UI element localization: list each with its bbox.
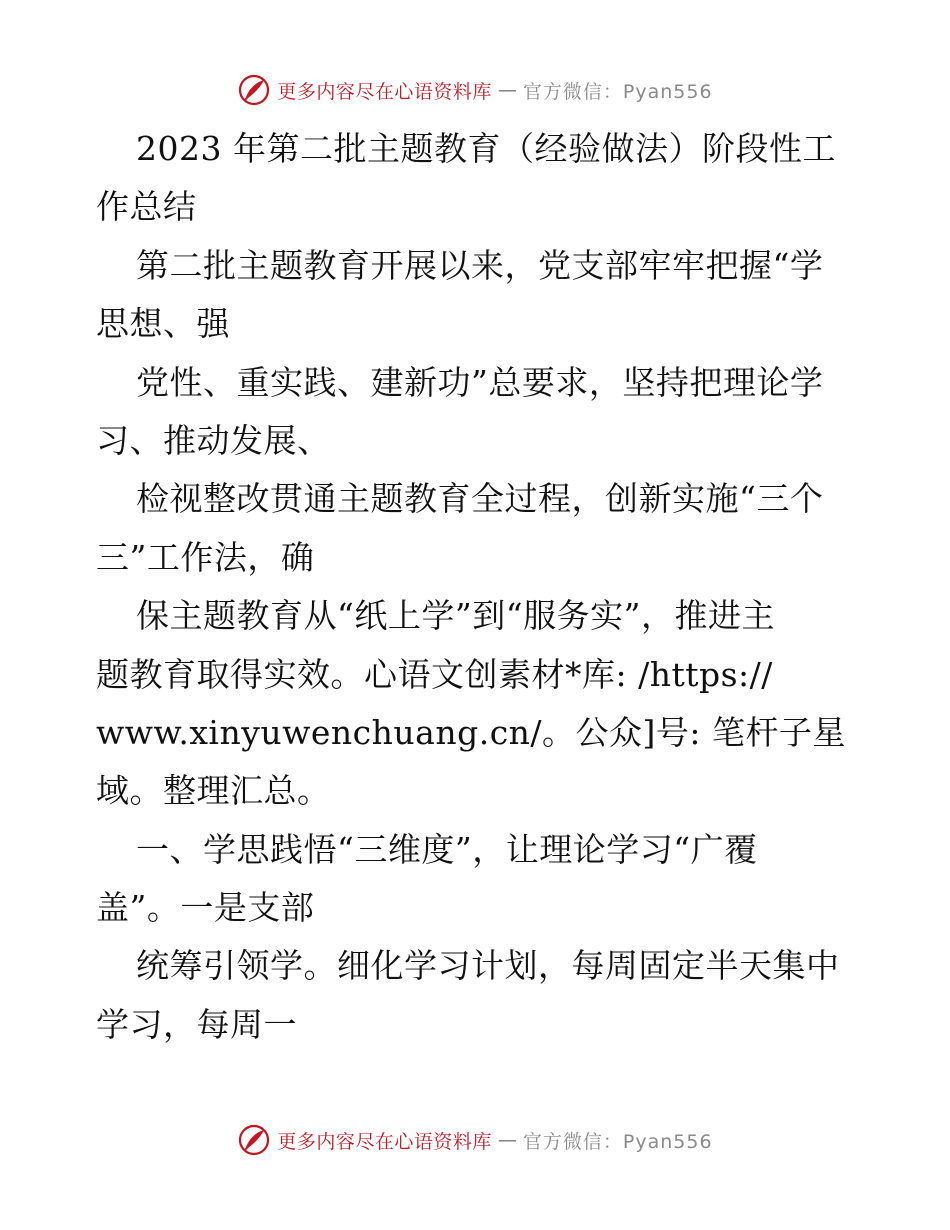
title-line: 作总结 [96,187,197,227]
text-line: 统筹引领学。细化学习计划，每周固定半天集中 [136,946,840,986]
banner-wechat-text: 官方微信：Pyan556 [522,80,713,103]
section-heading-line: 一、学思践悟“三维度”，让理论学习“广覆 [136,829,758,869]
header-banner [0,70,950,110]
text-line: 第二批主题教育开展以来，党支部牢牢把握“学 [136,245,824,285]
text-line: 三”工作法，确 [96,537,315,577]
text-line: 检视整改贯通主题教育全过程，创新实施“三个 [136,479,824,519]
text-line: 党性、重实践、建新功”总要求，坚持把理论学 [136,362,824,402]
title-line: 2023 年第二批主题教育（经验做法）阶段性工 [136,129,836,168]
banner-wechat-text: 官方微信：Pyan556 [522,1130,713,1153]
banner-separator: — [497,1129,517,1151]
text-line: 学习，每周一 [96,1004,297,1044]
text-line: 域。整理汇总。 [96,771,331,811]
banner-main-text: 更多内容尽在心语资料库 [277,1130,492,1153]
banner-separator: — [497,79,517,101]
text-line: 保主题教育从“纸上学”到“服务实”，推进主 [136,596,775,636]
text-line: 题教育取得实效。心语文创素材*库: /https:// [96,654,773,694]
quill-logo-icon [237,1123,271,1157]
banner-main-text: 更多内容尽在心语资料库 [277,80,492,103]
text-line: 习、推动发展、 [96,420,331,460]
text-line: 思想、强 [96,304,230,344]
footer-banner [0,1120,950,1160]
text-line: www.xinyuwenchuang.cn/。公众]号: 笔杆子星 [96,712,847,752]
section-heading-line: 盖”。一是支部 [96,888,315,928]
document-body [96,120,856,1054]
quill-logo-icon [237,73,271,107]
